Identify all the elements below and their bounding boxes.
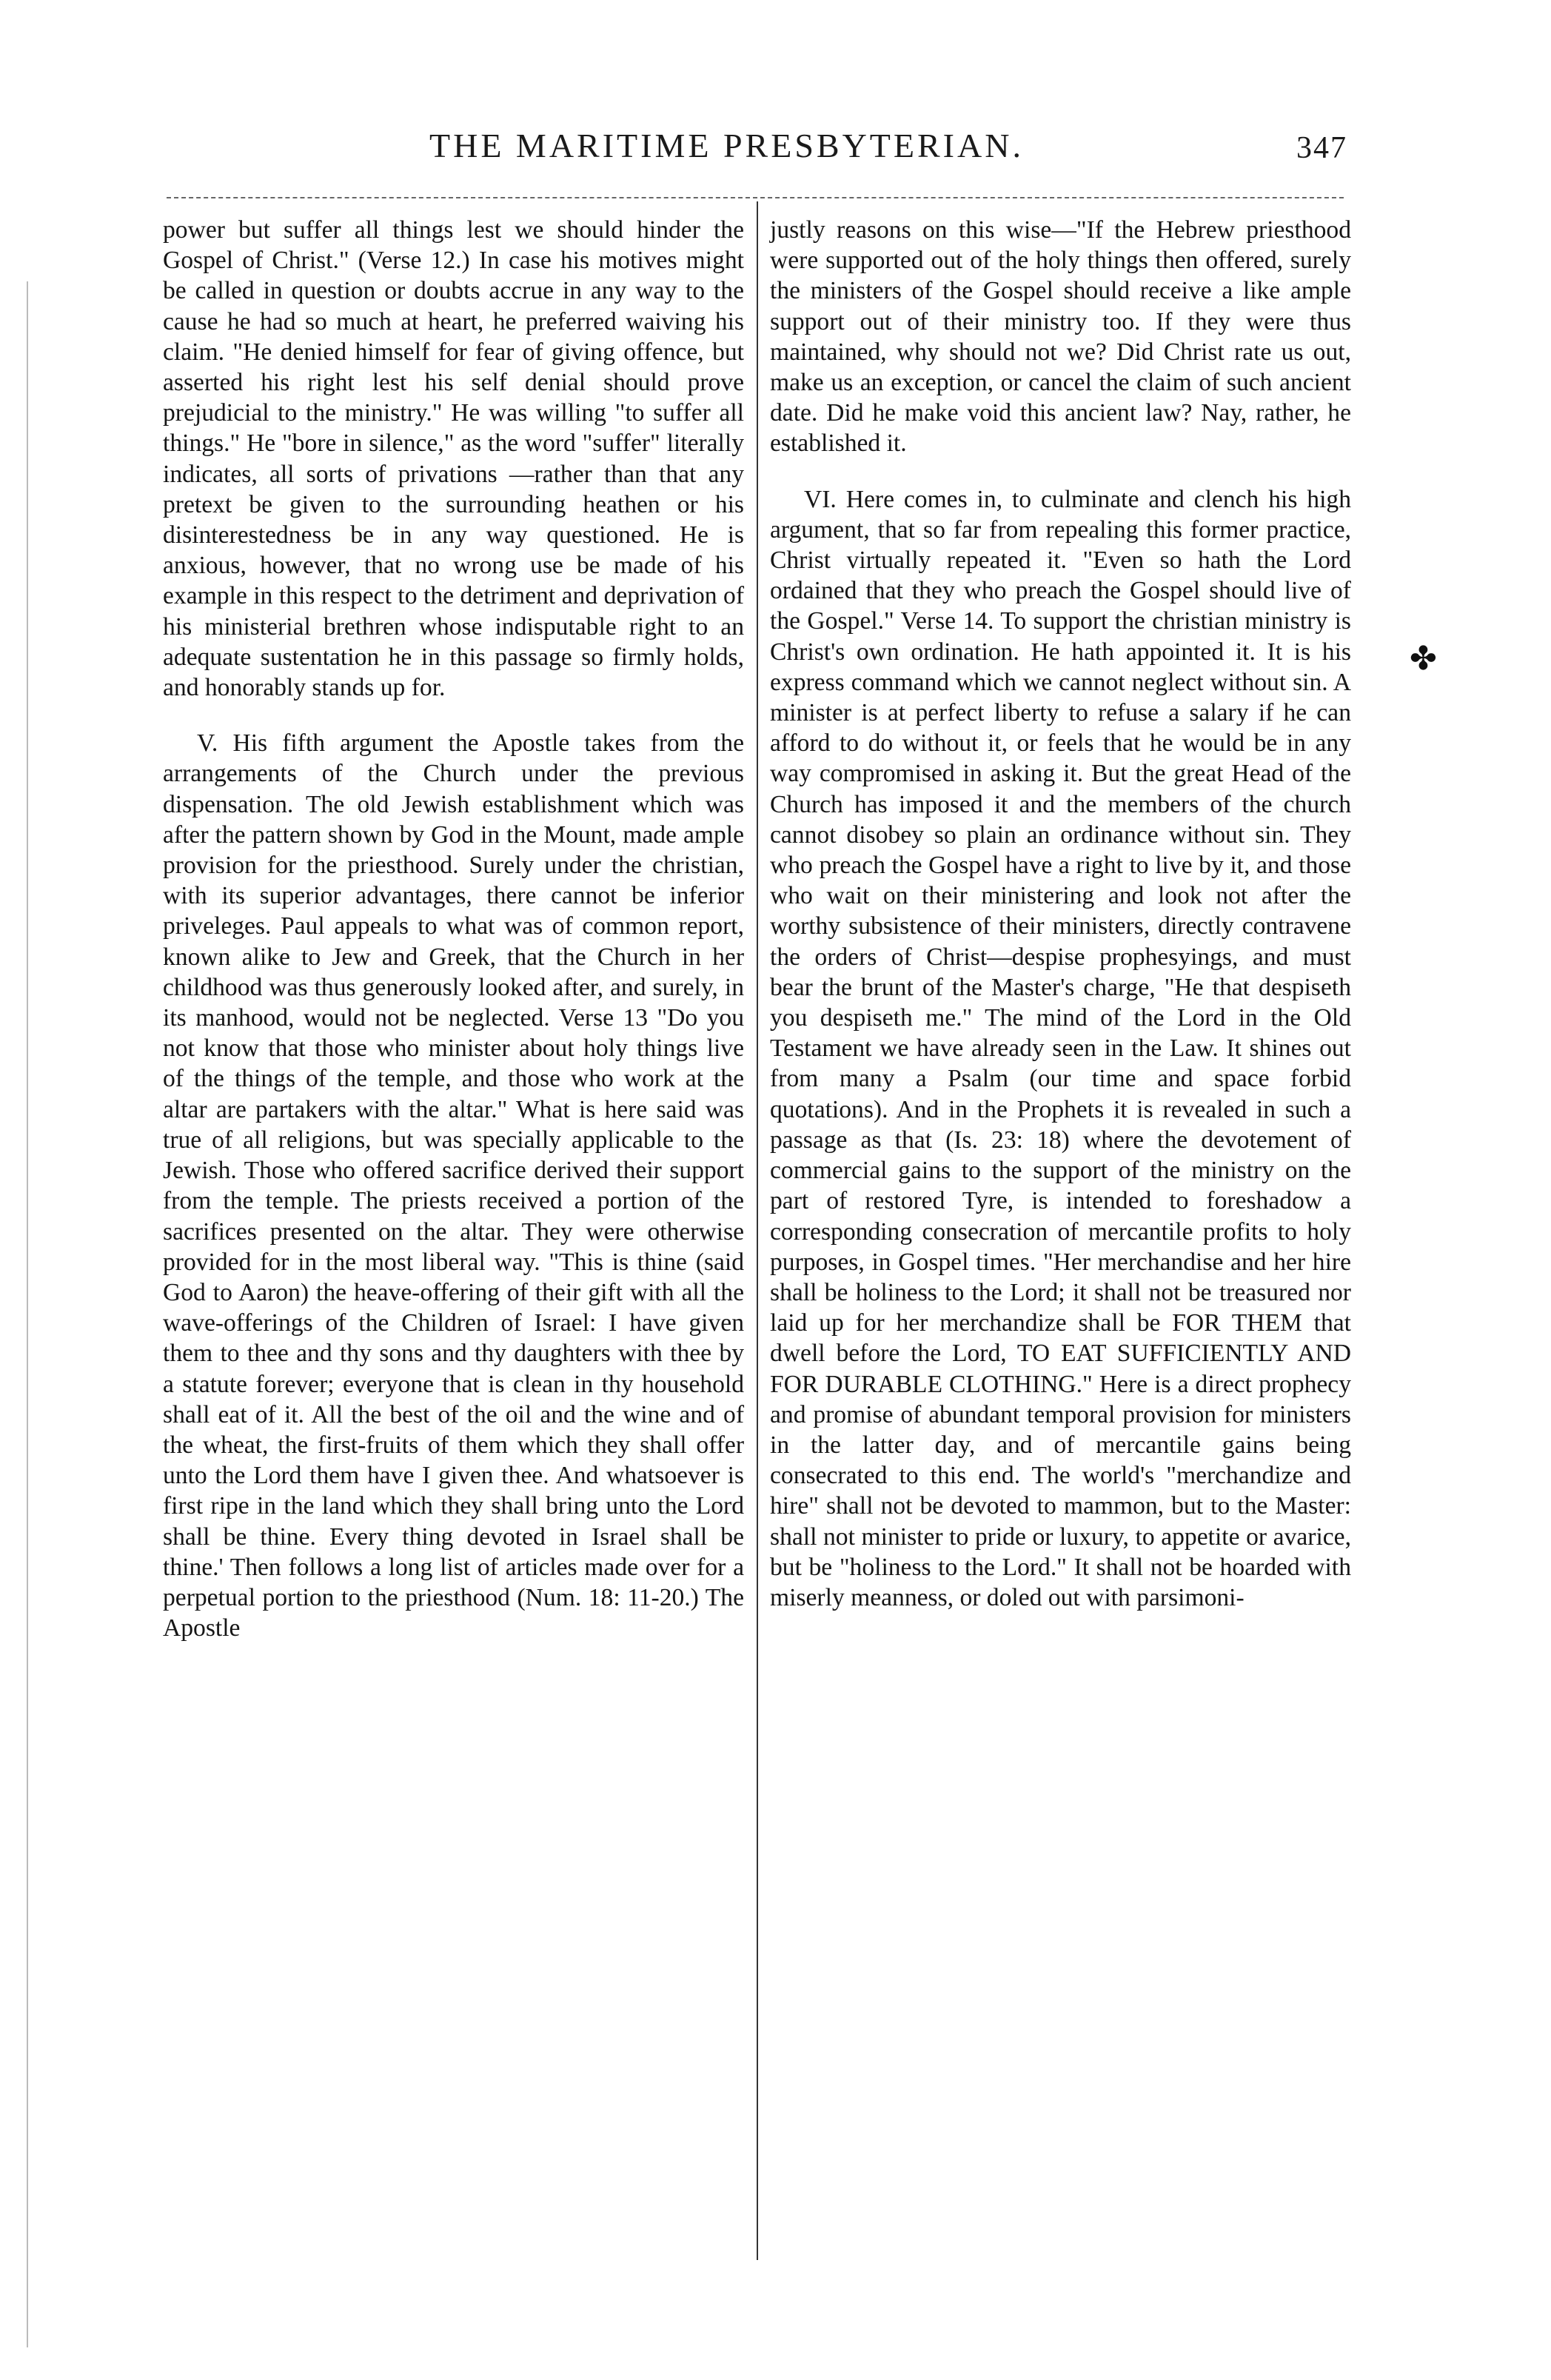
header-rule [167,197,1344,198]
margin-ornament-icon: ✤ [1410,640,1437,678]
right-column [770,215,1351,1613]
right-paragraph-1: justly reasons on this wise—"If the Hebrew priesthood were supported out of the holy things then offered, surely the ministers of the Gospel should receive a like ample support out of their ministry too. If they were thus maintained, why should not we? Did Christ rate us out, make us an exception, or cancel the claim of such ancient date. Did he make void this ancient law? Nay, rather, he established it. [770,216,1351,458]
page-header [148,126,1347,185]
page-edge-line [27,281,28,2347]
column-divider [757,201,758,2260]
page-number: 347 [1296,131,1347,165]
running-title: THE MARITIME PRESBYTERIAN. [429,127,1024,164]
left-column [163,215,744,1668]
right-paragraph-2: VI. Here comes in, to culminate and clench his high argument, that so far from repealing this former practice, Christ virtually repeated it. "Even so hath the Lord ordained that they who preach the Gospel should live of the Gospel." Verse 14. To support the christian ministry is Christ's own ordination. He hath appointed it. It is his express command which we cannot neglect without sin. A minister is at perfect liberty to refuse a salary if he can afford to do without it, or feels that he would be in any way compromised in asking it. But the great Head of the Church has imposed it and the members of the church cannot disobey so plain an ordinance without sin. They who preach the Gospel have a right to live by it, and those who wait on their ministering and look not after the worthy subsistence of their ministers, directly contravene the orders of Christ—despise prophesyings, and must bear the brunt of the Master's charge, "He that despiseth you despiseth me." The mind of the Lord in the Old Testament we have already seen in the Law. It shines out from many a Psalm (our time and space forbid quotations). And in the Prophets it is revealed in such a passage as that (Is. 23: 18) where the devotement of commercial gains to the support of the ministry on the part of restored Tyre, is intended to foreshadow a corresponding consecration of mercantile profits to holy purposes, in Gospel times. "Her merchandise and her hire shall be holiness to the Lord; it shall not be treasured nor laid up for her merchandize shall be FOR THEM that dwell before the Lord, TO EAT SUFFICIENTLY AND FOR DURABLE CLOTHING." Here is a direct prophecy and promise of abundant temporal provision for ministers in the latter day, and of mercantile gains being consecrated to this end. The world's "merchandize and hire" shall not be devoted to mammon, but to the Master: shall not minister to pride or luxury, to appetite or avarice, but be "holiness to the Lord." It shall not be hoarded with miserly meanness, or doled out with parsimoni- [770,485,1351,1611]
left-paragraph-1: power but suffer all things lest we should hinder the Gospel of Christ." (Verse 12.) In case his motives might be called in question or doubts accrue in any way to the cause he had so much at heart, he preferred waiving his claim. "He denied himself for fear of giving offence, but asserted his right lest his self denial should prove prejudicial to the ministry." He was willing "to suffer all things." He "bore in silence," as the word "suffer" literally indicates, all sorts of privations —rather than that any pretext be given to the surrounding heathen or his disinterestedness be in any way questioned. He is anxious, however, that no wrong use be made of his example in this respect to the detriment and deprivation of his ministerial brethren whose indisputable right to an adequate sustentation he in this passage so firmly holds, and honorably stands up for. [163,216,744,702]
left-paragraph-2: V. His fifth argument the Apostle takes from the arrangements of the Church under the previous dispensation. The old Jewish establishment which was after the pattern shown by God in the Mount, made ample provision for the priesthood. Surely under the christian, with its superior advantages, there cannot be inferior priveleges. Paul appeals to what was of common report, known alike to Jew and Greek, that the Church in her childhood was thus generously looked after, and surely, in its manhood, would not be neglected. Verse 13 "Do you not know that those who minister about holy things live of the things of the temple, and those who work at the altar are partakers with the altar." What is here said was true of all religions, but was specially applicable to the Jewish. Those who offered sacrifice derived their support from the temple. The priests received a portion of the sacrifices presented on the altar. They were otherwise provided for in the most liberal way. "This is thine (said God to Aaron) the heave-offering of their gift with all the wave-offerings of the Children of Israel: I have given them to thee and thy sons and thy daughters with thee by a statute forever; everyone that is clean in thy household shall eat of it. All the best of the oil and the wine and of the wheat, the first-fruits of them which they shall offer unto the Lord them have I given thee. And whatsoever is first ripe in the land which they shall bring unto the Lord shall be thine. Every thing devoted in Israel shall be thine.' Then follows a long list of articles made over for a perpetual portion to the priesthood (Num. 18: 11-20.) The Apostle [163,729,744,1642]
